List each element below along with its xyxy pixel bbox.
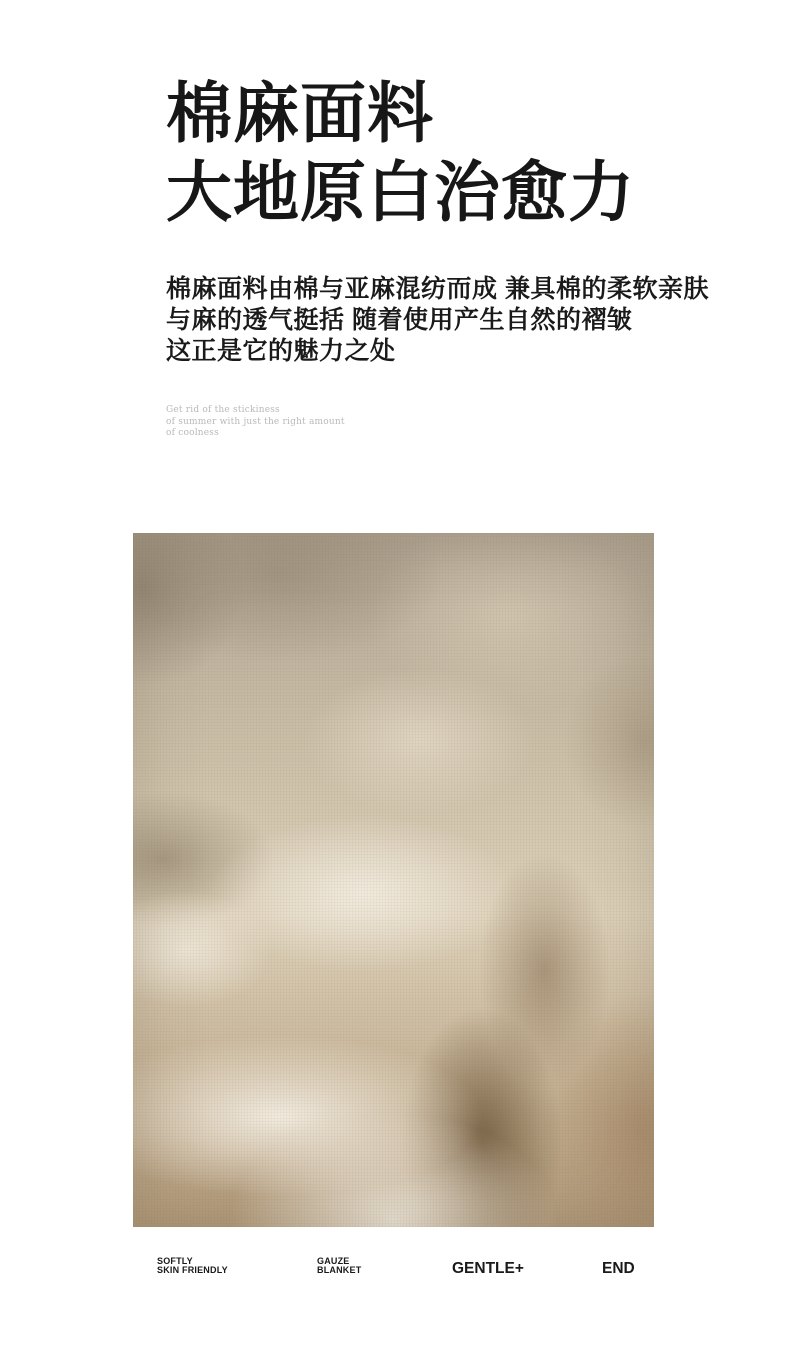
description-line-2: 与麻的透气挺括 随着使用产生自然的褶皱	[166, 306, 633, 334]
footer-label-softly-skin-friendly	[157, 1257, 228, 1275]
english-caption-line-3: of coolness	[166, 428, 219, 438]
description-text	[166, 274, 709, 367]
footer-label-gentle-plus: GENTLE+	[452, 1260, 524, 1277]
english-caption-line-1: Get rid of the stickiness	[166, 405, 280, 415]
footer-label-line: BLANKET	[317, 1265, 362, 1275]
footer-label-line: SOFTLY	[157, 1256, 193, 1266]
footer-label-gauze-blanket	[317, 1257, 361, 1275]
english-caption-line-2: of summer with just the right amount	[166, 416, 345, 427]
footer-label-end: END	[602, 1260, 635, 1277]
page-title-line-1: 棉麻面料	[166, 76, 434, 150]
page-title-line-2: 大地原白治愈力	[166, 155, 635, 229]
description-line-1: 棉麻面料由棉与亚麻混纺而成 兼具棉的柔软亲肤	[166, 275, 709, 303]
footer-label-line: GAUZE	[317, 1256, 350, 1266]
description-line-3: 这正是它的魅力之处	[166, 337, 396, 365]
english-caption	[166, 405, 345, 440]
fabric-photo	[133, 533, 654, 1227]
footer-label-line: SKIN FRIENDLY	[157, 1265, 228, 1275]
page-title	[166, 74, 635, 232]
